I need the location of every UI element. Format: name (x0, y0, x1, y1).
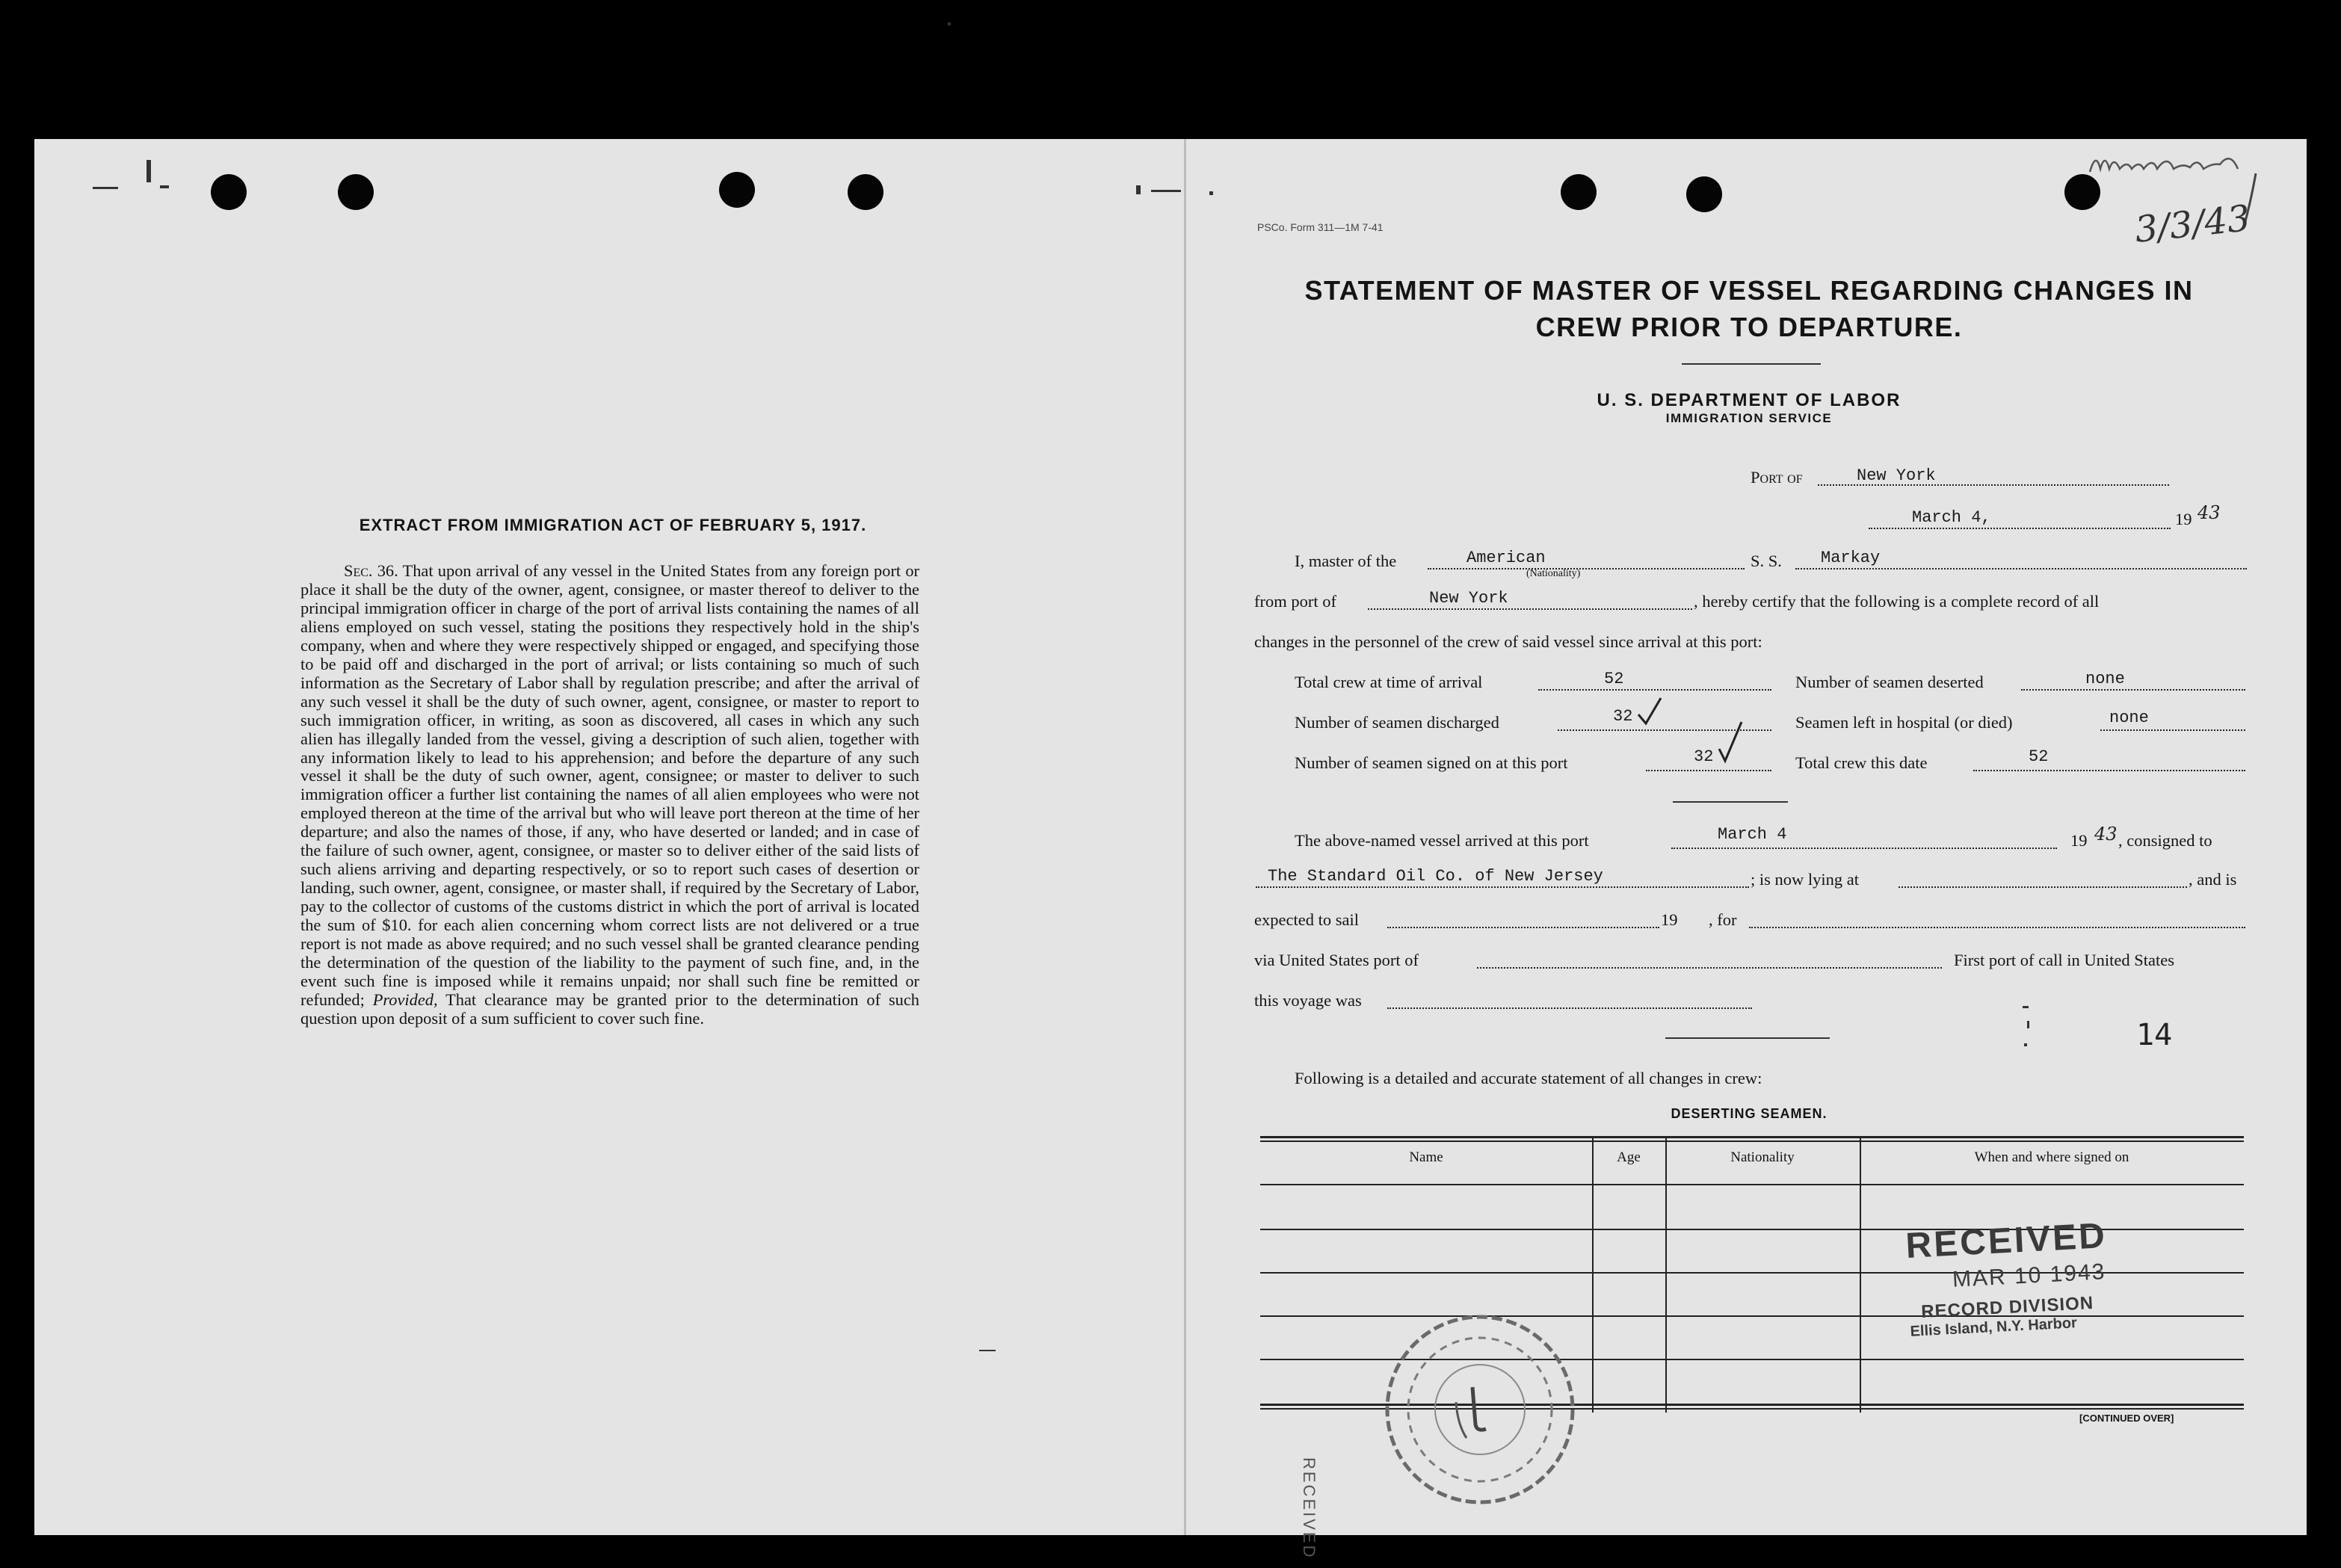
deserted-value: none (2085, 670, 2125, 688)
table-column-rule (1665, 1136, 1667, 1413)
year-prefix: 19 (2175, 510, 2192, 528)
sail-year-prefix: 19 (1661, 910, 1678, 929)
scan-speck (948, 22, 951, 25)
scan-speck (2027, 1021, 2029, 1028)
port-value: New York (1857, 466, 1936, 485)
changes-text: changes in the personnel of the crew of said vessel since arrival at this port: (1254, 632, 1762, 651)
signed-label: Number of seamen signed on at this port (1295, 753, 1568, 772)
consignee-value: The Standard Oil Co. of New Jersey (1268, 867, 1603, 886)
section-text: That upon arrival of any vessel in the United States from any foreign port or place it shall be the duty of the owner, agent, consignee, or master thereof to deliver to the principal immigration officer in charge of the port of arrival lists containing the names of all aliens employed on such vessel, stating the positions they respectively hold in the ship's company, when and where they were respectively shipped or engaged, and specifying those to be paid off and discharged in the port of arrival; or lists containing so much of such information as the Secretary of Labor shall by regulation prescribe; and after the arrival of any such vessel it shall be the duty of such owner, agent, consignee, or master to report to such immigration officer, in writing, as soon as discovered, all cases in which any such alien has illegally landed from the vessel, giving a description of such alien, together with any information likely to lead to his apprehension; and before the departure of any such vessel it shall be the duty of such owner, agent, consignee; or master to deliver to such immigration officer a further list containing the names of all alien employees who were not employed thereon at the time of the arrival but who will leave port thereon at the time of her departure; and also the names of those, if any, who have deserted or landed; and in case of the failure of such owner, agent, consignee, or master so to deliver either of the said lists of such aliens arriving and departing respectively, or so to report such cases of desertion or landing, such owner, agent, consignee, or master shall, if required by the Secretary of Labor, pay to the collector of customs of the customs district in which the port of arrival is located the sum of $10. for each alien concerning whom correct lists are not delivered or a true report is not made as above required; and no such vessel shall be granted clearance pending the determination of the question of the liability to the payment of such fine, and, in the event such fine is imposed while it remains unpaid; nor shall such fine be remitted or refunded; (300, 561, 919, 1009)
handwritten-date: 3/3/43 (2132, 197, 2253, 251)
scan-speck (1136, 185, 1141, 194)
table-rule (1260, 1184, 2244, 1185)
received-stamp-date: MAR 10 1943 (1952, 1259, 2107, 1292)
certify-text: , hereby certify that the following is a complete record of all (1694, 592, 2100, 611)
date-value: March 4, (1912, 508, 1991, 527)
arrival-label: The above-named vessel arrived at this port (1295, 831, 1589, 850)
punch-hole (848, 174, 883, 210)
from-port-field[interactable] (1368, 589, 1692, 610)
scan-speck (146, 160, 151, 182)
section-label: Sec. 36. (344, 561, 398, 580)
extract-body (300, 562, 919, 1028)
received-stamp-location: Ellis Island, N.Y. Harbor (1910, 1315, 2078, 1340)
total-arrival-field[interactable] (1538, 670, 1771, 691)
total-date-value: 52 (2029, 747, 2049, 766)
punch-hole (1561, 174, 1597, 210)
master-label: I, master of the (1295, 552, 1397, 570)
lying-label: ; is now lying at (1751, 870, 1859, 889)
extract-title: EXTRACT FROM IMMIGRATION ACT OF FEBRUARY 5, 1917. (359, 516, 867, 534)
punch-hole (719, 172, 755, 208)
column-header-name: Name (1409, 1149, 1443, 1165)
column-header-nationality: Nationality (1730, 1149, 1795, 1165)
department-name: U. S. DEPARTMENT OF LABOR (1597, 390, 1902, 410)
arrival-year: 43 (2094, 824, 2118, 845)
received-stamp-title: RECEIVED (1904, 1215, 2109, 1266)
nationality-value: American (1466, 549, 1546, 567)
scan-speck (1209, 191, 1213, 195)
destination-field[interactable] (1749, 907, 2245, 928)
from-port-label: from port of (1254, 592, 1336, 611)
deserted-label: Number of seamen deserted (1795, 673, 1984, 691)
received-stamp (1904, 1211, 2195, 1341)
scan-speck (979, 1350, 996, 1351)
side-received-stamp: RECEIVED (1300, 1457, 1318, 1560)
round-seal-stamp (1383, 1312, 1577, 1507)
table-heading: DESERTING SEAMEN. (1671, 1106, 1828, 1121)
check-mark-icon (1716, 719, 1746, 765)
total-date-label: Total crew this date (1795, 753, 1928, 772)
title-rule (1682, 363, 1821, 365)
form-title-line2: CREW PRIOR TO DEPARTURE. (1535, 312, 1963, 342)
page-number: 14 (2136, 1018, 2173, 1052)
first-port-label: First port of call in United States (1954, 951, 2174, 969)
hospital-value: none (2109, 709, 2149, 727)
service-name: IMMIGRATION SERVICE (1665, 411, 1833, 425)
scan-speck (2023, 1006, 2029, 1008)
column-header-signed-on: When and where signed on (1974, 1149, 2129, 1165)
provided-word: Provided, (372, 990, 438, 1009)
continued-note: [CONTINUED OVER] (2079, 1413, 2174, 1424)
punch-hole (338, 174, 374, 210)
discharged-value: 32 (1613, 707, 1633, 726)
arrival-date: March 4 (1718, 825, 1787, 844)
section-rule (1673, 801, 1788, 803)
total-arrival-value: 52 (1604, 670, 1624, 688)
section-rule (1665, 1037, 1830, 1039)
arrival-year-prefix: 19 (2070, 831, 2088, 850)
scan-speck (2024, 1043, 2027, 1046)
via-label: via United States port of (1254, 951, 1419, 969)
from-port-value: New York (1429, 589, 1508, 608)
table-rule (1260, 1140, 2244, 1142)
voyage-field[interactable] (1387, 988, 1752, 1009)
deserted-field[interactable] (2021, 670, 2245, 691)
signed-value: 32 (1694, 747, 1714, 766)
following-text: Following is a detailed and accurate statement of all changes in crew: (1295, 1069, 1762, 1087)
consigned-label: , consigned to (2118, 831, 2212, 850)
for-label: , for (1709, 910, 1737, 929)
nationality-caption: (Nationality) (1526, 568, 1581, 579)
table-rule (1260, 1136, 2244, 1138)
hospital-label: Seamen left in hospital (or died) (1795, 713, 2013, 732)
form-title-line1: STATEMENT OF MASTER OF VESSEL REGARDING CHANGES IN (1304, 275, 2194, 306)
punch-hole (1686, 176, 1722, 212)
check-mark-icon (1635, 695, 1665, 728)
discharged-label: Number of seamen discharged (1295, 713, 1499, 732)
page-fold (1184, 139, 1186, 1535)
table-column-rule (1860, 1136, 1861, 1413)
scan-speck (93, 187, 118, 189)
form-title (1256, 272, 2242, 345)
sail-date-field[interactable] (1387, 907, 1659, 928)
year-value: 43 (2197, 502, 2221, 523)
section-tail: That clearance may be granted prior to the determination of such question upon deposit of a sum sufficient to cover such fine. (300, 990, 919, 1028)
table-column-rule (1592, 1136, 1594, 1413)
total-date-field[interactable] (1973, 750, 2245, 771)
scan-speck (160, 185, 169, 188)
and-is-label: , and is (2189, 870, 2237, 889)
via-port-field[interactable] (1477, 948, 1942, 969)
scan-speck (1151, 190, 1181, 192)
port-label: Port of (1751, 468, 1803, 487)
ss-label: S. S. (1751, 552, 1782, 570)
received-stamp-division: RECORD DIVISION (1920, 1292, 2094, 1323)
lying-field[interactable] (1899, 867, 2187, 888)
sail-label: expected to sail (1254, 910, 1359, 929)
column-header-age: Age (1617, 1149, 1641, 1165)
voyage-label: this voyage was (1254, 991, 1362, 1010)
total-arrival-label: Total crew at time of arrival (1295, 673, 1483, 691)
vessel-name: Markay (1821, 549, 1881, 567)
form-number: PSCo. Form 311—1M 7-41 (1257, 221, 1384, 233)
punch-hole (211, 174, 247, 210)
